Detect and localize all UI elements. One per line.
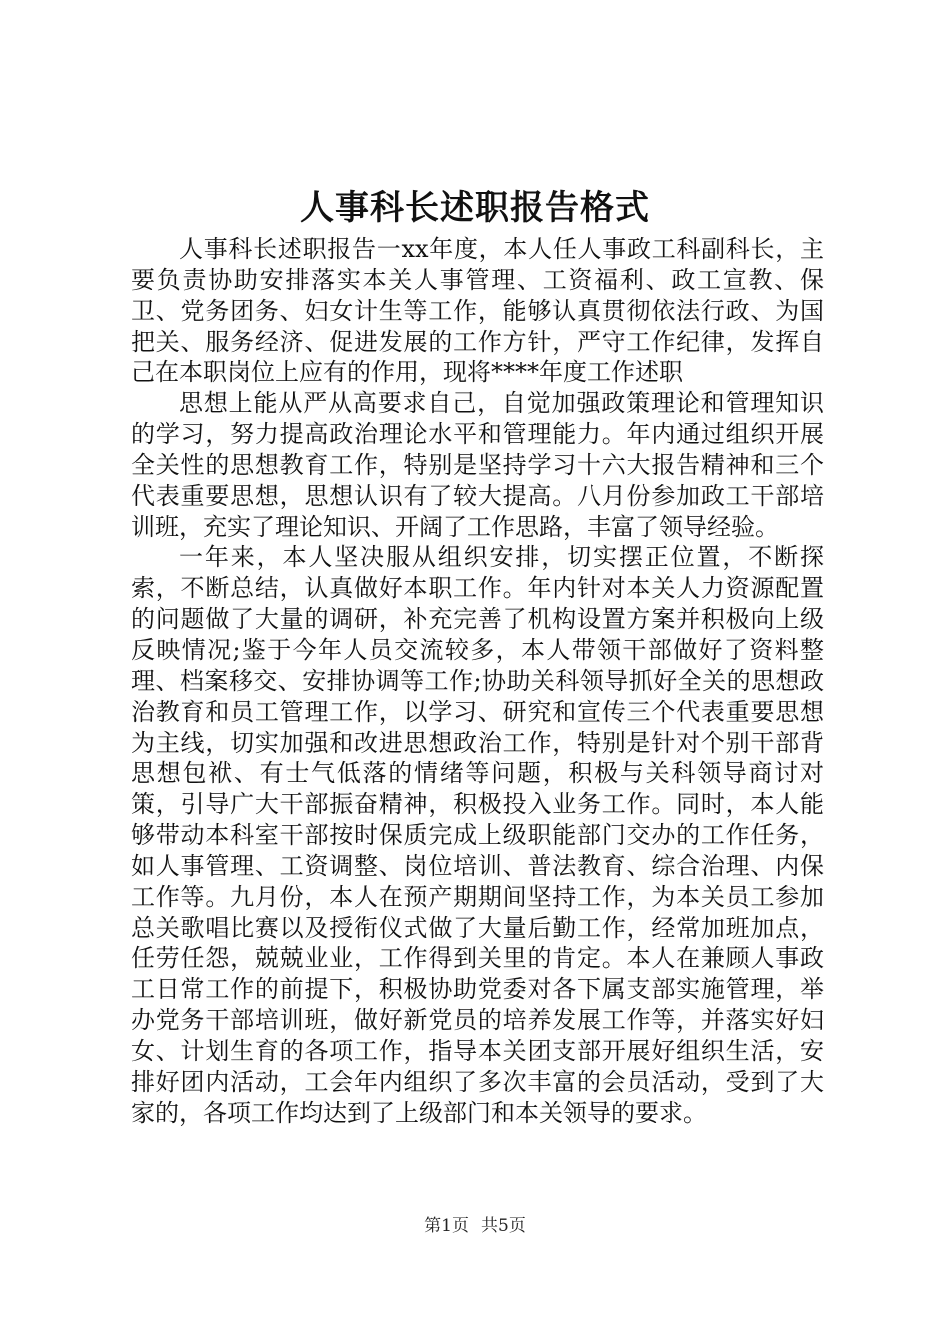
paragraph-work-summary: 一年来，本人坚决服从组织安排，切实摆正位置，不断探索，不断总结，认真做好本职工作。年内针对本关人力资源配置的问题做了大量的调研，补充完善了机构设置方案并积极向上级反映情况;鉴于今年人员交流较多，本人带领干部做好了资料整理、档案移交、安排协调等工作;协助关科领导抓好全关的思想政治教育和员工管理工作，以学习、研究和宣传三个代表重要思想为主线，切实加强和改进思想政治工作，特别是针对个别干部背思想包袱、有士气低落的情绪等问题，积极与关科领导商讨对策，引导广大干部振奋精神，积极投入业务工作。同时，本人能够带动本科室干部按时保质完成上级职能部门交办的工作任务，如人事管理、工资调整、岗位培训、普法教育、综合治理、内保工作等。九月份，本人在预产期期间坚持工作，为本关员工参加总关歌唱比赛以及授衔仪式做了大量后勤工作，经常加班加点，任劳任怨，兢兢业业，工作得到关里的肯定。本人在兼顾人事政工日常工作的前提下，积极协助党委对各下属支部实施管理，举办党务干部培训班，做好新党员的培养发展工作等，并落实好妇女、计划生育的各项工作，指导本关团支部开展好组织生活，安排好团内活动，工会年内组织了多次丰富的会员活动，受到了大家的，各项工作均达到了上级部门和本关领导的要求。 — [131, 543, 824, 1127]
page-total: 共5页 — [481, 1216, 526, 1236]
page-number: 第1页 — [424, 1216, 469, 1236]
paragraph-intro: 人事科长述职报告一xx年度，本人任人事政工科副科长，主要负责协助安排落实本关人事管理、工资福利、政工宣教、保卫、党务团务、妇女计生等工作，能够认真贯彻依法行政、为国把关、服务经济、促进发展的工作方针，严守工作纪律，发挥自己在本职岗位上应有的作用，现将****年度工作述职 — [131, 235, 824, 387]
page-footer — [0, 1214, 950, 1238]
paragraph-ideology: 思想上能从严从高要求自己，自觉加强政策理论和管理知识的学习，努力提高政治理论水平和管理能力。年内通过组织开展全关性的思想教育工作，特别是坚持学习十六大报告精神和三个代表重要思想，思想认识有了较大提高。八月份参加政工干部培训班，充实了理论知识、开阔了工作思路，丰富了领导经验。 — [131, 389, 824, 541]
document-title: 人事科长述职报告格式 — [300, 188, 650, 228]
document-body — [131, 234, 824, 1128]
